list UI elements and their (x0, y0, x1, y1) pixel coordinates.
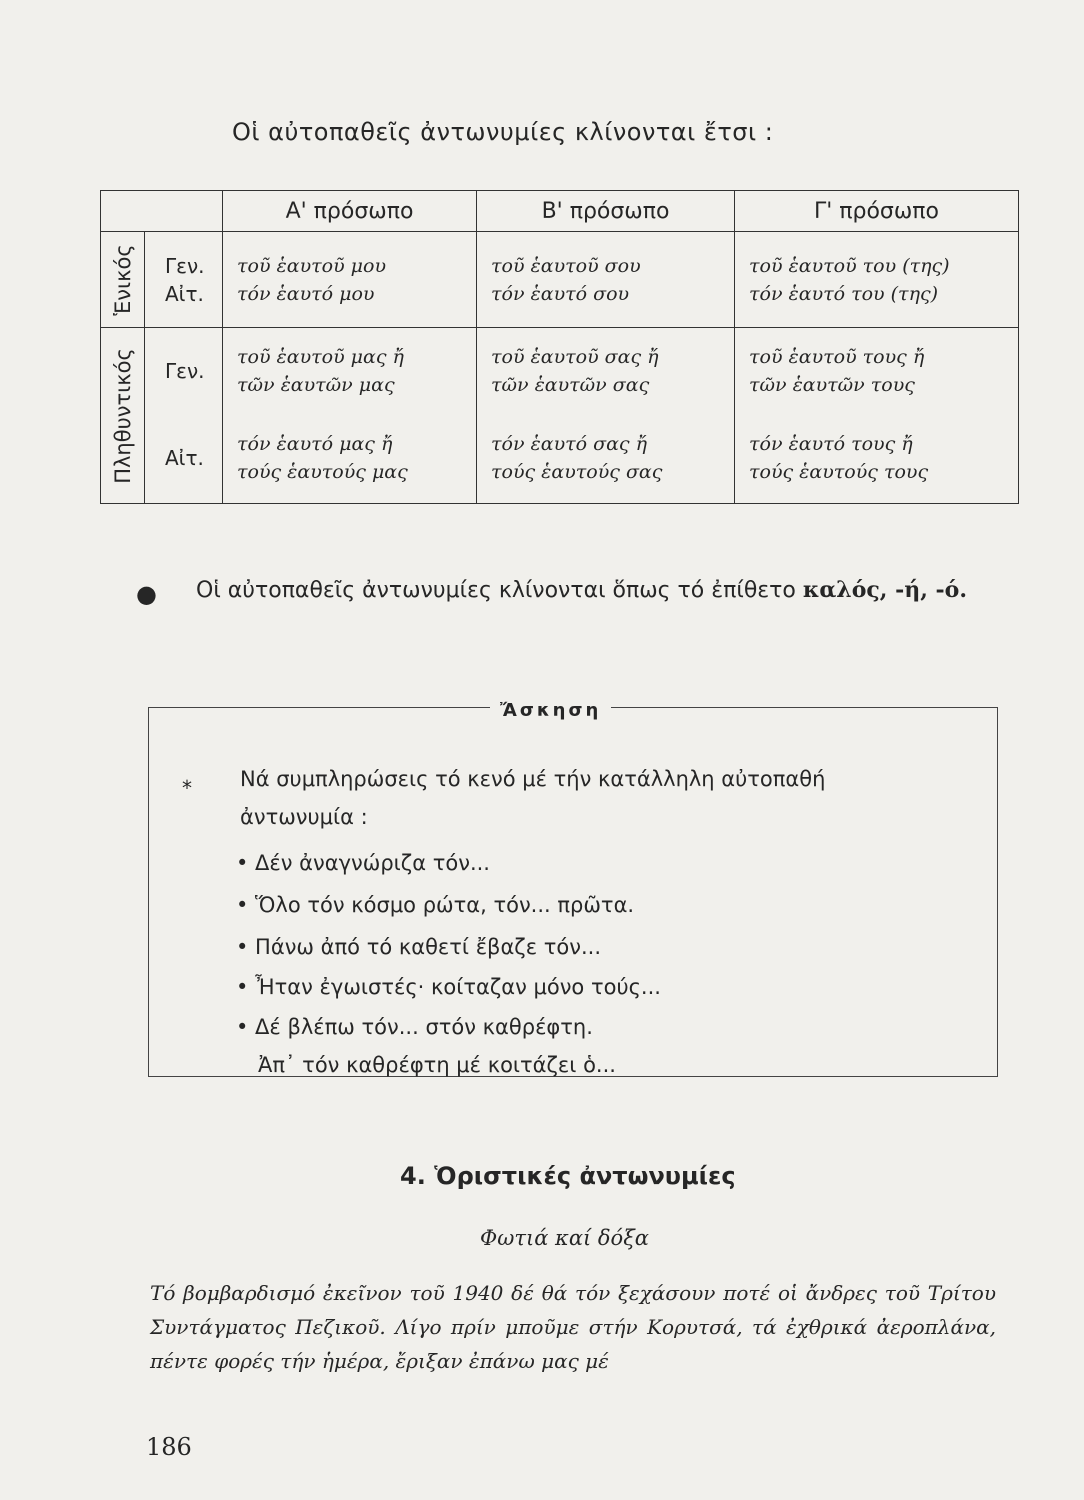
exercise-instruction-2: ἀντωνυμία : (240, 805, 368, 829)
form-line: τοῦ ἑαυτοῦ σας ἤ (491, 345, 659, 368)
exercise-item: • Πάνω ἀπό τό καθετί ἔβαζε τόν... (236, 935, 601, 959)
plural-gen-row (101, 328, 1019, 414)
form-line: τούς ἑαυτούς μας (237, 461, 408, 484)
header-row (101, 191, 1019, 232)
bullet-icon: ● (136, 580, 157, 608)
header-third-person: Γ' πρόσωπο (735, 191, 1019, 232)
exercise-item: • Δέν ἀναγνώριζα τόν... (236, 851, 490, 875)
form-gen: τοῦ ἑαυτοῦ του (της) (749, 254, 950, 277)
form-line: τόν ἑαυτό μας ἤ (237, 433, 393, 456)
story-paragraph: Τό βομβαρδισμό ἐκεῖνον τοῦ 1940 δέ θά τόν ξεχάσουν ποτέ οἱ ἄνδρες τοῦ Τρίτου Συντάγματος Πεζικοῦ. Λίγο πρίν μποῦμε στήν Κορυτσά, τά ἐχθρικά ἀεροπλάνα, πέντε φορές τήν ἡμέρα, ἔριξαν ἐπάνω μας μέ (150, 1281, 996, 1373)
exercise-instruction-1: Νά συμπληρώσεις τό κενό μέ τήν κατάλληλη αὐτοπαθή (240, 767, 826, 791)
exercise-item: • Ἦταν ἐγωιστές· κοίταζαν μόνο τούς... (236, 975, 661, 999)
form-line: τόν ἑαυτό τους ἤ (749, 433, 913, 456)
form-acc: τόν ἑαυτό σου (491, 282, 630, 305)
exercise-item: • Ὅλο τόν κόσμο ρώτα, τόν... πρῶτα. (236, 893, 635, 917)
header-second-person: Β' πρόσωπο (477, 191, 735, 232)
form-line: τοῦ ἑαυτοῦ τους ἤ (749, 345, 925, 368)
plural-case-acc: Αἰτ. (145, 414, 223, 504)
plural-case-gen: Γεν. (145, 328, 223, 414)
form-line: τόν ἑαυτό σας ἤ (491, 433, 647, 456)
intro-sentence: Οἱ αὐτοπαθεῖς ἀντωνυμίες κλίνονται ἔτσι : (232, 118, 774, 146)
plural-acc-second (477, 414, 735, 504)
header-first-person: Α' πρόσωπο (223, 191, 477, 232)
plural-gen-second (477, 328, 735, 414)
case-acc: Αἰτ. (165, 281, 204, 306)
singular-first (223, 232, 477, 328)
form-line: τοῦ ἑαυτοῦ μας ἤ (237, 345, 404, 368)
singular-second (477, 232, 735, 328)
form-line: τῶν ἑαυτῶν τους (749, 373, 915, 396)
plural-gen-third (735, 328, 1019, 414)
singular-cases (145, 232, 223, 328)
form-line: τούς ἑαυτούς τους (749, 461, 929, 484)
exercise-item: Ἀπ᾿ τόν καθρέφτη μέ κοιτάζει ὁ... (258, 1053, 616, 1077)
story-title: Φωτιά καί δόξα (480, 1226, 649, 1250)
plural-acc-first (223, 414, 477, 504)
singular-label-cell (101, 232, 145, 328)
case-gen: Γεν. (165, 253, 205, 278)
form-line: τούς ἑαυτούς σας (491, 461, 663, 484)
plural-acc-third (735, 414, 1019, 504)
singular-row (101, 232, 1019, 328)
note-bold: καλός, -ή, -ό. (802, 577, 968, 603)
form-acc: τόν ἑαυτό μου (237, 282, 375, 305)
form-acc: τόν ἑαυτό του (της) (749, 282, 939, 305)
exercise-item: • Δέ βλέπω τόν... στόν καθρέφτη. (236, 1015, 593, 1039)
corner-cell (101, 191, 223, 232)
plural-acc-row (101, 414, 1019, 504)
form-gen: τοῦ ἑαυτοῦ σου (491, 254, 641, 277)
declension-table (100, 190, 1019, 504)
page-number: 186 (146, 1433, 192, 1461)
form-line: τῶν ἑαυτῶν μας (237, 373, 395, 396)
section-heading: 4. Ὁριστικές ἀντωνυμίες (400, 1162, 736, 1190)
star-icon: * (182, 776, 192, 800)
declension-note (196, 574, 996, 607)
note-text: Οἱ αὐτοπαθεῖς ἀντωνυμίες κλίνονται ὅπως τό ἐπίθετο (196, 578, 803, 603)
plural-label-cell (101, 328, 145, 504)
form-line: τῶν ἑαυτῶν σας (491, 373, 650, 396)
singular-third (735, 232, 1019, 328)
singular-label: Ἑνικός (110, 243, 135, 316)
form-gen: τοῦ ἑαυτοῦ μου (237, 254, 386, 277)
plural-label: Πληθυντικός (110, 347, 135, 484)
exercise-title: Ἄσκηση (490, 700, 611, 721)
plural-gen-first (223, 328, 477, 414)
